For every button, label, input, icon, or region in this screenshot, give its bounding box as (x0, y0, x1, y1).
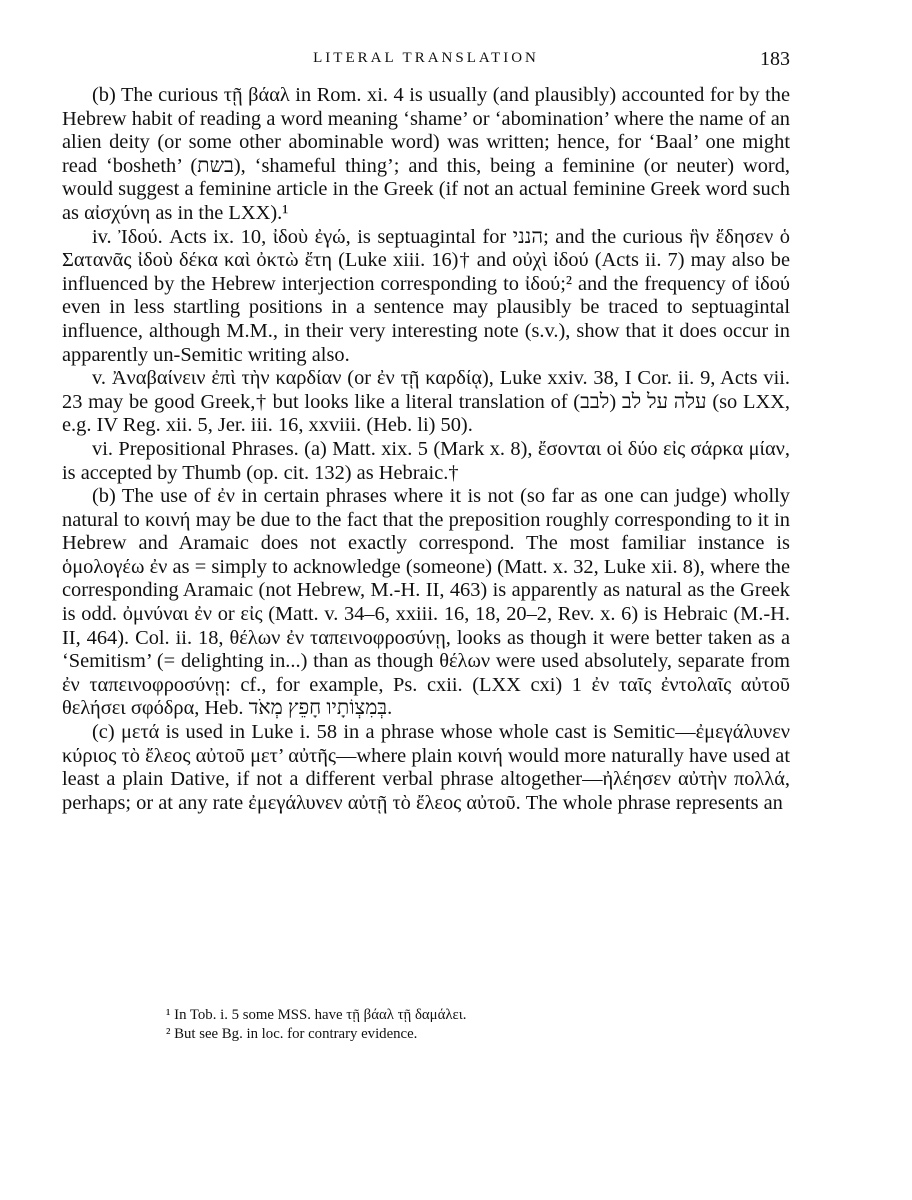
page-number: 183 (760, 48, 790, 70)
footnote-2: ² But see Bg. in loc. for contrary evidence. (166, 1026, 418, 1042)
paragraph-vi-b-en: (b) The use of ἐν in certain phrases where it is not (so far as one can judge) wholly natural to κοινή may be due to the fact that the preposition roughly corresponding to it in Hebrew and Aramaic does not exactly correspond. The most familiar instance is ὁμολογέω ἐν as = simply to acknowledge (someone) (Matt. x. 32, Luke xii. 8), where the corresponding Aramaic (not Hebrew, M.-H. II, 463) is apparently as natural as the Greek is odd. ὀμνύναι ἐν or εἰς (Matt. v. 34–6, xxiii. 16, 18, 20–2, Rev. x. 6) is Hebraic (M.-H. II, 464). Col. ii. 18, θέλων ἐν ταπεινοφροσύνῃ, looks as though it were better taken as a ‘Semitism’ (= delighting in...) than as though θέλων were used absolutely, separate from ἐν ταπεινοφροσύνῃ: cf., for example, Ps. cxii. (LXX cxi) 1 ἐν ταῖς ἐντολαῖς αὐτοῦ θελήσει σφόδρα, Heb. בְּמִצְוֹתָיו חָפֵץ מְאֹד. (62, 485, 790, 720)
paragraph-vi-c-meta: (c) μετά is used in Luke i. 58 in a phrase whose whole cast is Semitic—ἐμεγάλυνεν κύριος τὸ ἔλεος αὐτοῦ μετ’ αὐτῆς—where plain κοινή would more naturally have used at least a plain Dative, if not a different verbal phrase altogether—ἠλέησεν αὐτὴν πολλά, perhaps; or at any rate ἐμεγάλυνεν αὐτῇ τὸ ἔλεος αὐτοῦ. The whole phrase represents an (62, 721, 790, 814)
page-header (62, 50, 790, 74)
running-head: LITERAL TRANSLATION (313, 50, 539, 66)
footnotes (62, 1006, 790, 1044)
paragraph-vi-prepositional: vi. Prepositional Phrases. (a) Matt. xix. 5 (Mark x. 8), ἔσονται οἱ δύο εἰς σάρκα μίαν, is accepted by Thumb (op. cit. 132) as Hebraic.† (62, 437, 790, 484)
footnote-1: ¹ In Tob. i. 5 some MSS. have τῇ βάαλ τῇ δαμάλει. (166, 1007, 467, 1023)
paragraph-b-baal: (b) The curious τῇ βάαλ in Rom. xi. 4 is usually (and plausibly) accounted for by the Hebrew habit of reading a word meaning ‘shame’ or ‘abomination’ where the name of an alien deity (or some other abominable word) was written; hence, for ‘Baal’ one might read ‘bosheth’ (בשת), ‘shameful thing’; and this, being a feminine (or neuter) word, would suggest a feminine article in the Greek (if not an actual feminine Greek word such as αἰσχύνη as in the LXX).¹ (62, 84, 790, 224)
body-text (62, 84, 790, 815)
paragraph-iv-idou: iv. Ἰδού. Acts ix. 10, ἰδοὺ ἐγώ, is septuagintal for הנני; and the curious ἣν ἔδησεν ὁ Σατανᾶς ἰδοὺ δέκα καὶ ὀκτὼ ἔτη (Luke xiii. 16)† and οὐχὶ ἰδού (Acts ii. 7) may also be influenced by the Hebrew interjection corresponding to ἰδού;² and the frequency of ἰδού even in less startling positions in a sentence may plausibly be traced to septuagintal influence, although M.M., in their very interesting note (s.v.), show that it does occur in apparently un-Semitic writing also. (62, 225, 790, 366)
paragraph-v-anabainein: v. Ἀναβαίνειν ἐπὶ τὴν καρδίαν (or ἐν τῇ καρδίᾳ), Luke xxiv. 38, I Cor. ii. 9, Acts vii. 23 may be good Greek,† but looks like a literal translation of (לבב) עלה על לב (so LXX, e.g. IV Reg. xii. 5, Jer. iii. 16, xxviii. (Heb. li) 50). (62, 367, 791, 437)
